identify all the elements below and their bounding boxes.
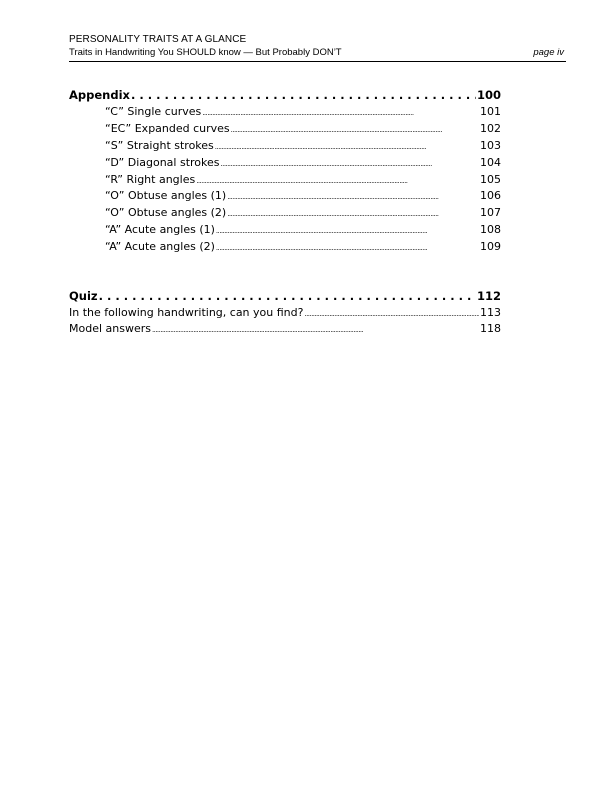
toc-page-number: 107 <box>480 206 501 219</box>
toc-leader <box>304 310 479 318</box>
toc-entry[interactable] <box>105 223 501 236</box>
document-subtitle: Traits in Handwriting You SHOULD know — But Probably DON’T <box>69 47 342 58</box>
toc-leader <box>99 289 476 303</box>
toc-section-appendix[interactable] <box>69 88 501 102</box>
toc-entry-label: “A” Acute angles (1) <box>105 223 215 236</box>
toc-page-number: 102 <box>480 122 501 135</box>
toc-entry-label: “S” Straight strokes <box>105 139 214 152</box>
toc-page-number: 113 <box>480 306 501 319</box>
toc-leader <box>227 210 479 218</box>
toc-entry[interactable] <box>69 322 501 335</box>
toc-section-label: Appendix <box>69 88 130 102</box>
toc-page-number: 108 <box>480 223 501 236</box>
toc-leader <box>227 193 479 201</box>
toc-entry-label: In the following handwriting, can you find? <box>69 306 304 319</box>
toc-entry[interactable] <box>105 156 501 169</box>
toc-entry[interactable] <box>105 189 501 202</box>
toc-page-number: 106 <box>480 189 501 202</box>
toc-entry[interactable] <box>105 206 501 219</box>
toc-page-number: 109 <box>480 240 501 253</box>
toc-entry[interactable] <box>105 240 501 253</box>
toc-page-number: 101 <box>480 105 501 118</box>
toc-page-number: 112 <box>476 289 501 303</box>
toc-entry-label: “EC” Expanded curves <box>105 122 230 135</box>
toc-entry[interactable] <box>105 122 501 135</box>
toc-entry-label: “R” Right angles <box>105 173 196 186</box>
toc-entry[interactable] <box>105 105 501 118</box>
toc-page-number: 103 <box>480 139 501 152</box>
toc-leader <box>152 326 479 334</box>
toc-entry[interactable] <box>69 306 501 319</box>
toc-entry-label: “A” Acute angles (2) <box>105 240 215 253</box>
toc-entry-label: “D” Diagonal strokes <box>105 156 220 169</box>
toc-section-label: Quiz <box>69 289 98 303</box>
toc-leader <box>215 143 479 151</box>
toc-leader <box>131 88 476 102</box>
toc-leader <box>231 126 479 134</box>
toc-entry[interactable] <box>105 139 501 152</box>
toc-leader <box>196 177 479 185</box>
toc-entry-label: Model answers <box>69 322 151 335</box>
toc-page-number: 104 <box>480 156 501 169</box>
document-title: PERSONALITY TRAITS AT A GLANCE <box>69 34 247 45</box>
toc-page-number: 100 <box>476 88 501 102</box>
toc-entry[interactable] <box>105 173 501 186</box>
toc-section-quiz[interactable] <box>69 289 501 303</box>
toc-leader <box>221 160 479 168</box>
toc-entry-label: “O” Obtuse angles (1) <box>105 189 227 202</box>
toc-leader <box>216 244 479 252</box>
toc-leader <box>216 227 479 235</box>
toc-page-number: 118 <box>480 322 501 335</box>
page-number: page iv <box>533 47 564 58</box>
toc-leader <box>202 109 479 117</box>
toc-entry-label: “C” Single curves <box>105 105 202 118</box>
toc-page-number: 105 <box>480 173 501 186</box>
toc-entry-label: “O” Obtuse angles (2) <box>105 206 227 219</box>
